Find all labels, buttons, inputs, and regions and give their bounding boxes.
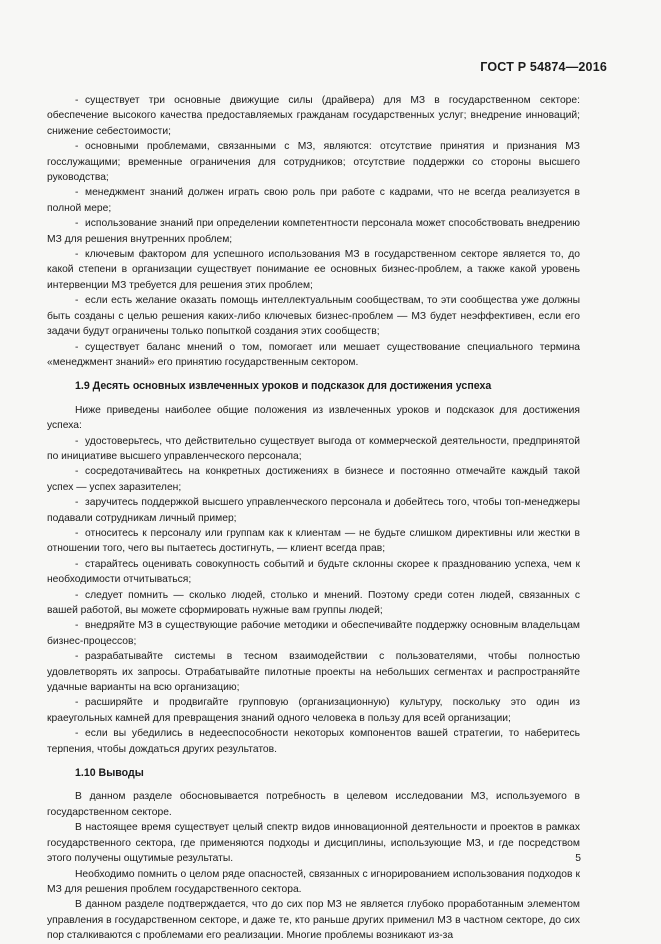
- section-intro: Ниже приведены наиболее общие положения из извлеченных уроков и подсказок для достижения успеха:: [47, 404, 580, 432]
- list-item: - разрабатывайте системы в тесном взаимодействии с пользователями, чтобы полностью удовлетворять их запросы. Отрабатывайте пилотные проекты на небольших сегментах и распространяйте удачные варианты на всю организацию;: [47, 651, 580, 694]
- page-number: 5: [575, 853, 581, 864]
- section-heading-1-10: 1.10 Выводы: [75, 767, 144, 780]
- list-item: - существует баланс мнений о том, помогает или мешает существование специального термина «менеджмент знаний» его принятию государственным сектором.: [47, 341, 580, 368]
- list-item: - следует помнить — сколько людей, столько и мнений. Поэтому среди сотен людей, связанных с вашей работой, вы можете сформировать нужные вам группы людей;: [47, 589, 580, 616]
- document-body: [47, 93, 580, 944]
- list-item: - старайтесь оценивать совокупность событий и будьте склонны скорее к празднованию успеха, чем к необходимости отчитываться;: [47, 558, 580, 586]
- paragraph: В настоящее время существует целый спектр видов инновационной деятельности и проектов в рамках государственного сектора, где применяются подходы и дисциплины, использующие МЗ, и где посредством этого получены ощутимые результаты.: [47, 822, 580, 865]
- list-item: - существует три основные движущие силы (драйвера) для МЗ в государственном секторе: обеспечение высокого качества предоставляемых гражданам государственных услуг; внедрение инноваций; снижение себестоимости;: [47, 95, 580, 137]
- list-item: - основными проблемами, связанными с МЗ, являются: отсутствие принятия и признания МЗ госслужащими; временные ограничения для сотрудников; отсутствие поддержки со стороны высшего руководства;: [47, 141, 580, 184]
- document-number-header: ГОСТ Р 54874—2016: [480, 60, 607, 74]
- list-item: - заручитесь поддержкой высшего управленческого персонала и добейтесь того, чтобы топ-менеджеры подавали сотрудникам личный пример;: [47, 497, 580, 524]
- list-item: - сосредотачивайтесь на конкретных достижениях в бизнесе и постоянно отмечайте каждый такой успех — успех заразителен;: [47, 466, 580, 493]
- list-item: - если есть желание оказать помощь интеллектуальным сообществам, то эти сообщества уже должны быть созданы с целью решения каких-либо ключевых бизнес-проблем — МЗ будет неэффективен, если его задачи будут ограничены только попыткой создания этих сообществ;: [47, 295, 580, 338]
- paragraph: Необходимо помнить о целом ряде опасностей, связанных с игнорированием использования подходов к МЗ для решения проблем государственного сектора.: [47, 868, 580, 895]
- list-item: - ключевым фактором для успешного использования МЗ в государственном секторе является то, до какой степени в организации существует понимание ее основных бизнес-проблем, а также какой уровень интервенции МЗ требуется для решения этих проблем;: [47, 249, 580, 291]
- list-item: - использование знаний при определении компетентности персонала может способствовать внедрению МЗ для решения внутренних проблем;: [47, 218, 580, 245]
- list-item: - внедряйте МЗ в существующие рабочие методики и обеспечивайте поддержку основным владельцам бизнес-процессов;: [47, 620, 580, 647]
- list-item: - расширяйте и продвигайте групповую (организационную) культуру, поскольку это один из краеугольных камней для превращения знаний одного человека в пользу для всей организации;: [47, 697, 580, 724]
- list-item: - удостоверьтесь, что действительно существует выгода от коммерческой деятельности, предпринятой по инициативе высшего управленческого персонала;: [47, 435, 580, 462]
- list-item: - относитесь к персоналу или группам как к клиентам — не будьте слишком директивны или жестки в отношении того, чего вы пытаетесь достигнуть, — клиент всегда прав;: [47, 527, 580, 555]
- paragraph: В данном разделе обосновывается потребность в целевом исследовании МЗ, используемого в государственном секторе.: [47, 791, 580, 818]
- list-item: - если вы убедились в недееспособности некоторых компонентов вашей стратегии, то наберитесь терпения, чтобы дождаться других результатов.: [47, 728, 580, 755]
- list-item: - менеджмент знаний должен играть свою роль при работе с кадрами, что не всегда реализуется в полной мере;: [47, 187, 580, 214]
- section-heading-1-9: 1.9 Десять основных извлеченных уроков и подсказок для достижения успеха: [75, 380, 492, 393]
- paragraph: В данном разделе подтверждается, что до сих пор МЗ не является глубоко проработанным элементом управления в государственном секторе, и даже те, кто раньше других применил МЗ в частном секторе, до сих пор сталкиваются с проблемами его реализации. Многие проблемы возникают из-за: [47, 899, 580, 942]
